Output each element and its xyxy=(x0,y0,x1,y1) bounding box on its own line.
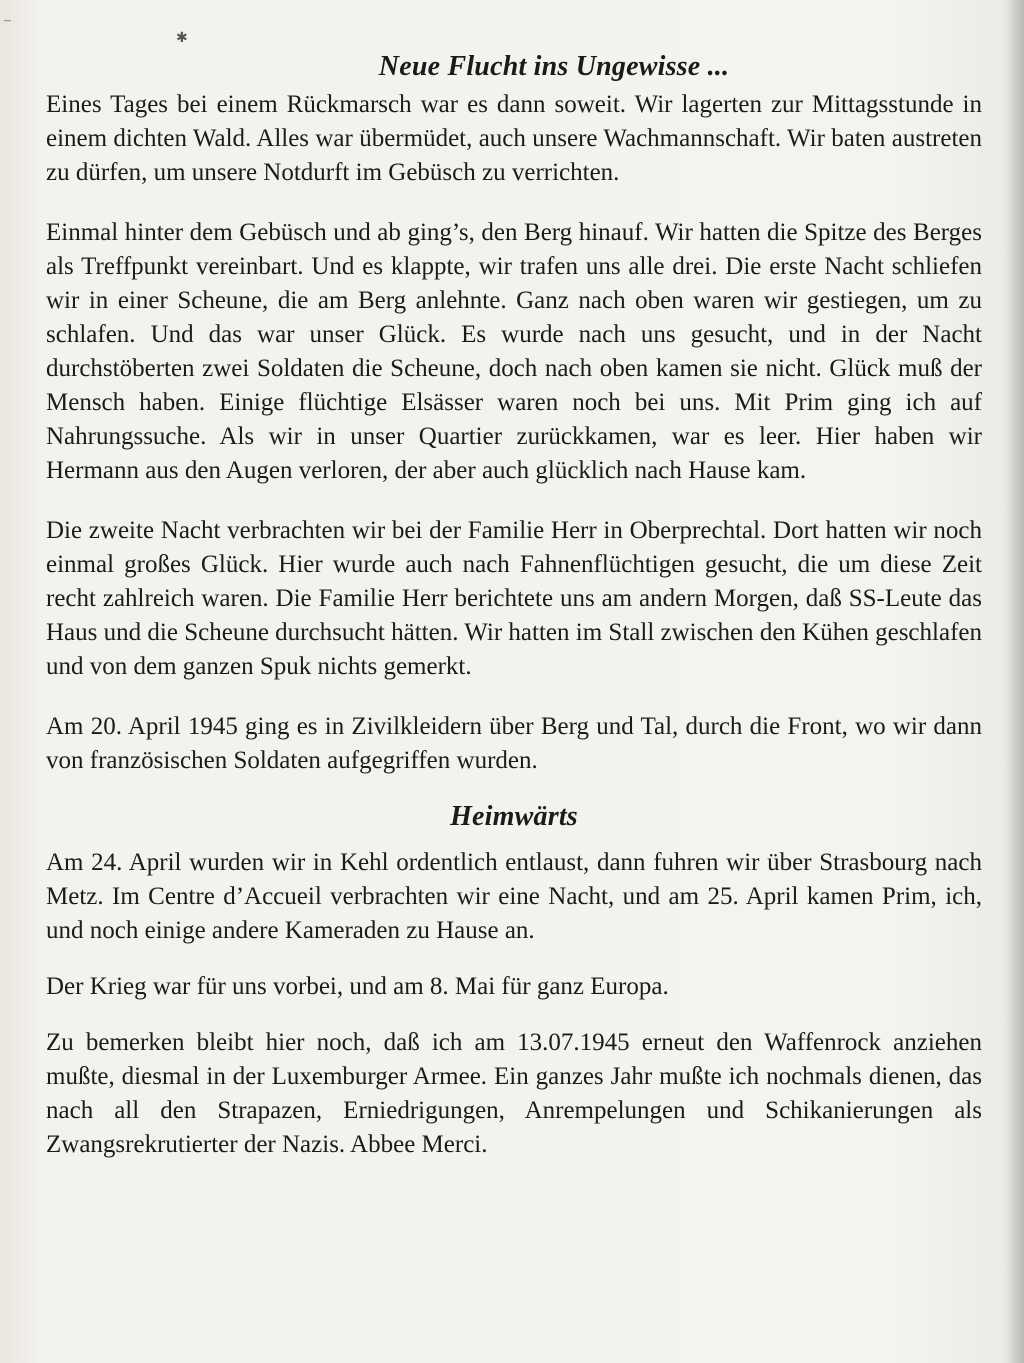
margin-mark: – xyxy=(4,13,11,28)
paragraph: Am 24. April wurden wir in Kehl ordentlich entlaust, dann fuhren wir über Strasbourg nach Metz. Im Centre d’Accueil verbrachten wir eine Nacht, und am 25. April kamen Prim, ich, und noch einige andere Kameraden zu Hause an. xyxy=(46,849,982,944)
page-edge-shadow xyxy=(1006,0,1024,1363)
paragraph: Zu bemerken bleibt hier noch, daß ich am 13.07.1945 erneut den Waffenrock anziehen mußte, diesmal in der Luxemburger Armee. Ein ganzes Jahr mußte ich nochmals dienen, das nach all den Strapazen, Erniedrigungen, Anrempelungen und Schikanierungen als Zwangsrekrutierter der Nazis. Abbee Merci. xyxy=(46,1029,982,1158)
page-content xyxy=(46,50,982,1188)
paragraph: Der Krieg war für uns vorbei, und am 8. Mai für ganz Europa. xyxy=(46,973,669,1000)
paragraph: Einmal hinter dem Gebüsch und ab ging’s, den Berg hinauf. Wir hatten die Spitze des Berges als Treffpunkt vereinbart. Und es klappte, wir trafen uns alle drei. Die erste Nacht schliefen wir in einer Scheune, die am Berg anlehnte. Ganz nach oben waren wir gestiegen, um zu schlafen. Und das war unser Glück. Es wurde nach uns gesucht, und in der Nacht durchstöberten zwei Soldaten die Scheune, doch nach oben kamen sie nicht. Glück muß der Mensch haben. Einige flüchtige Elsässer waren noch bei uns. Mit Prim ging ich auf Nahrungssuche. Als wir in unser Quartier zurückkamen, war es leer. Hier haben wir Hermann aus den Augen verloren, der aber auch glücklich nach Hause kam. xyxy=(46,219,982,484)
margin-mark: ✱ xyxy=(176,31,188,46)
section-heading-heimwaerts: Heimwärts xyxy=(450,801,578,832)
section-heading-neue-flucht: Neue Flucht ins Ungewisse ... xyxy=(378,51,730,82)
paragraph: Eines Tages bei einem Rückmarsch war es dann soweit. Wir lagerten zur Mittagsstunde in einem dichten Wald. Alles war übermüdet, auch unsere Wachmannschaft. Wir baten austreten zu dürfen, um unsere Notdurft im Gebüsch zu verrichten. xyxy=(46,91,982,186)
paragraph: Am 20. April 1945 ging es in Zivilkleidern über Berg und Tal, durch die Front, wo wir dann von französischen Soldaten aufgegriffen wurden. xyxy=(46,713,982,774)
paragraph: Die zweite Nacht verbrachten wir bei der Familie Herr in Oberprechtal. Dort hatten wir noch einmal großes Glück. Hier wurde auch nach Fahnenflüchtigen gesucht, die um diese Zeit recht zahlreich waren. Die Familie Herr berichtete uns am andern Morgen, daß SS-Leute das Haus und die Scheune durchsucht hätten. Wir hatten im Stall zwischen den Kühen geschlafen und von dem ganzen Spuk nichts gemerkt. xyxy=(46,517,982,680)
